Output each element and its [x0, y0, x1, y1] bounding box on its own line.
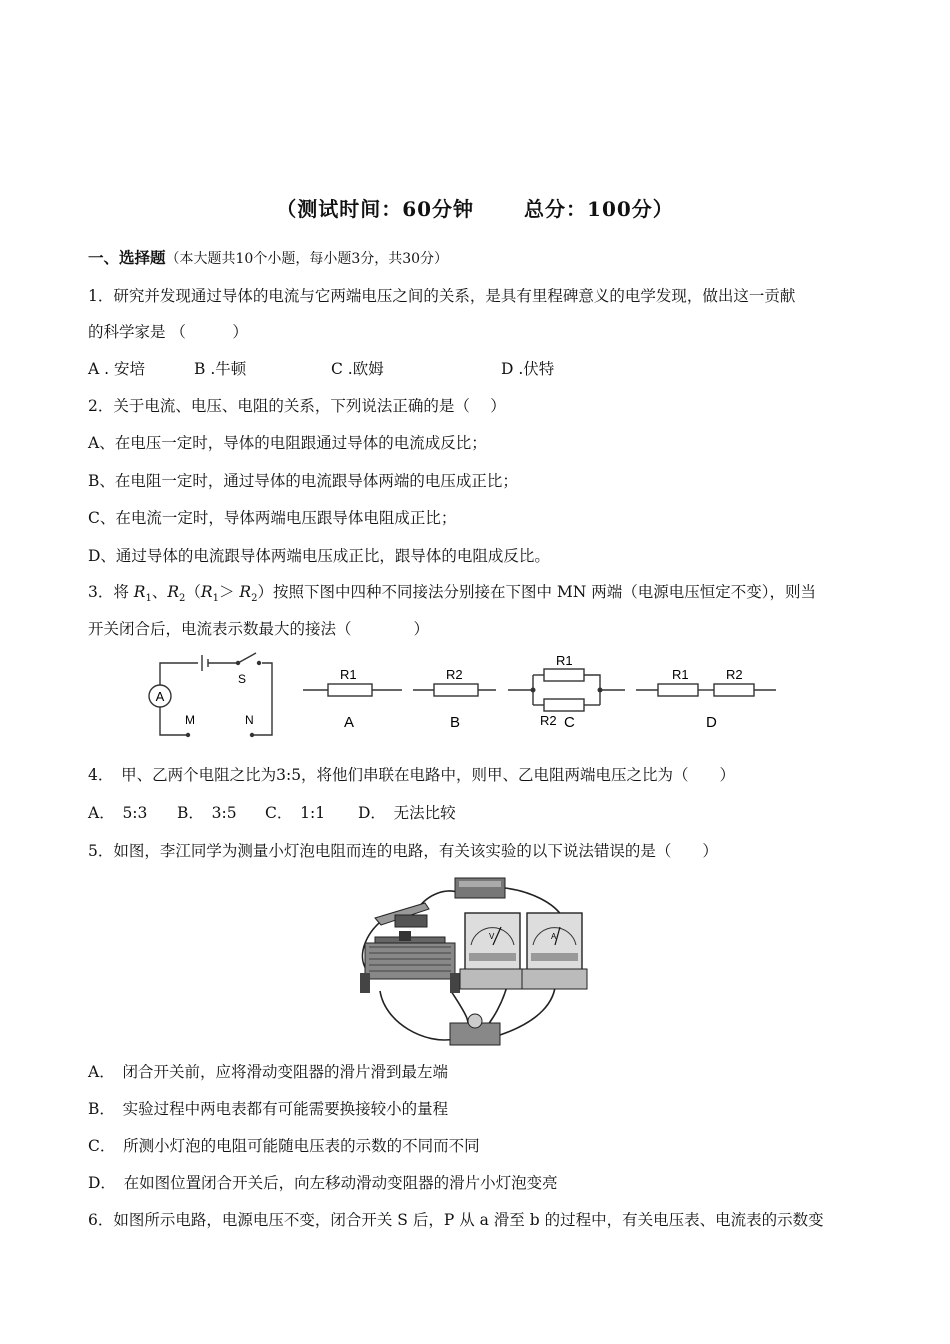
- q1-stem-line1: 1．研究并发现通过导体的电流与它两端电压之间的关系，是具有里程碑意义的电学发现，做出这一贡献: [88, 287, 796, 305]
- option-d-r1-label: R1: [672, 667, 689, 682]
- switch-label: S: [238, 672, 247, 686]
- section-note: （本大题共10个小题，每小题3分，共30分）: [165, 251, 449, 267]
- q5-apparatus-figure: [355, 873, 595, 1053]
- total-score: 总分：100分）: [524, 197, 674, 221]
- q1-option-a: A . 安培: [88, 360, 145, 378]
- section-heading: [88, 248, 448, 269]
- q6-stem: 6．如图所示电路，电源电压不变，闭合开关 S 后，P 从 a 滑至 b 的过程中，有关电压表、电流表的示数变: [88, 1211, 824, 1229]
- terminal-m-label: M: [185, 713, 195, 727]
- q1-option-d: D .伏特: [501, 360, 555, 378]
- q4-option-c: C． 1:1: [265, 804, 326, 822]
- q3-stem-line2: 开关闭合后，电流表示数最大的接法（ ）: [88, 620, 430, 638]
- q1-stem-line2: 的科学家是 （ ）: [88, 323, 248, 341]
- ammeter-device-label: A: [551, 932, 557, 941]
- q1-option-b: B .牛顿: [194, 360, 247, 378]
- test-info-header: [0, 193, 950, 222]
- q4-option-d: D． 无法比较: [358, 804, 456, 822]
- q5-option-a: A． 闭合开关前，应将滑动变阻器的滑片滑到最左端: [88, 1063, 448, 1081]
- q5-option-c: C． 所测小灯泡的电阻可能随电压表的示数的不同而不同: [88, 1137, 480, 1155]
- option-d-label: D: [706, 714, 717, 731]
- option-c-r1-label: R1: [556, 653, 573, 668]
- option-c-label: C: [564, 714, 575, 731]
- test-time: （测试时间：60分钟: [276, 197, 475, 221]
- q5-option-d: D． 在如图位置闭合开关后，向左移动滑动变阻器的滑片小灯泡变亮: [88, 1174, 558, 1192]
- q4-stem: 4． 甲、乙两个电阻之比为3:5，将他们串联在电路中，则甲、乙电阻两端电压之比为（ ）: [88, 766, 736, 784]
- terminal-n-label: N: [245, 713, 254, 727]
- q2-option-c: C、在电流一定时，导体两端电压跟导体电阻成正比；: [88, 509, 457, 527]
- q3-stem-line1: 3．将 $R_1$、$R_2(R_1> R_2)$按照下图中四种不同接法分别接在下图中 MN 两端（电源电压恒定不变），则当: [88, 583, 816, 605]
- voltmeter-label: V: [489, 932, 495, 941]
- option-b-label: B: [450, 714, 461, 731]
- q4-options: [88, 803, 456, 823]
- q2-option-b: B、在电阻一定时，通过导体的电流跟导体两端的电压成正比；: [88, 472, 518, 490]
- q2-option-a: A、在电压一定时，导体的电阻跟通过导体的电流成反比；: [88, 434, 487, 452]
- option-a-label: A: [344, 714, 355, 731]
- option-c-r2-label: R2: [540, 713, 557, 728]
- q1-option-c: C .欧姆: [331, 360, 384, 378]
- option-b-resistor-label: R2: [446, 667, 463, 682]
- q5-stem: 5．如图，李江同学为测量小灯泡电阻而连的电路，有关该实验的以下说法错误的是（ ）: [88, 842, 718, 860]
- q4-option-a: A． 5:3: [88, 804, 148, 822]
- q3-circuit-figure: [140, 645, 790, 745]
- option-a-resistor-label: R1: [340, 667, 357, 682]
- q4-option-b: B． 3:5: [177, 804, 237, 822]
- option-d-r2-label: R2: [726, 667, 743, 682]
- q5-option-b: B． 实验过程中两电表都有可能需要换接较小的量程: [88, 1100, 449, 1118]
- q2-option-d: D、通过导体的电流跟导体两端电压成正比，跟导体的电阻成反比。: [88, 547, 550, 565]
- ammeter-label: A: [155, 689, 165, 704]
- q1-options: [88, 359, 554, 379]
- section-title: 一、选择题: [88, 248, 166, 267]
- q2-stem: 2．关于电流、电压、电阻的关系，下列说法正确的是（ ）: [88, 397, 506, 415]
